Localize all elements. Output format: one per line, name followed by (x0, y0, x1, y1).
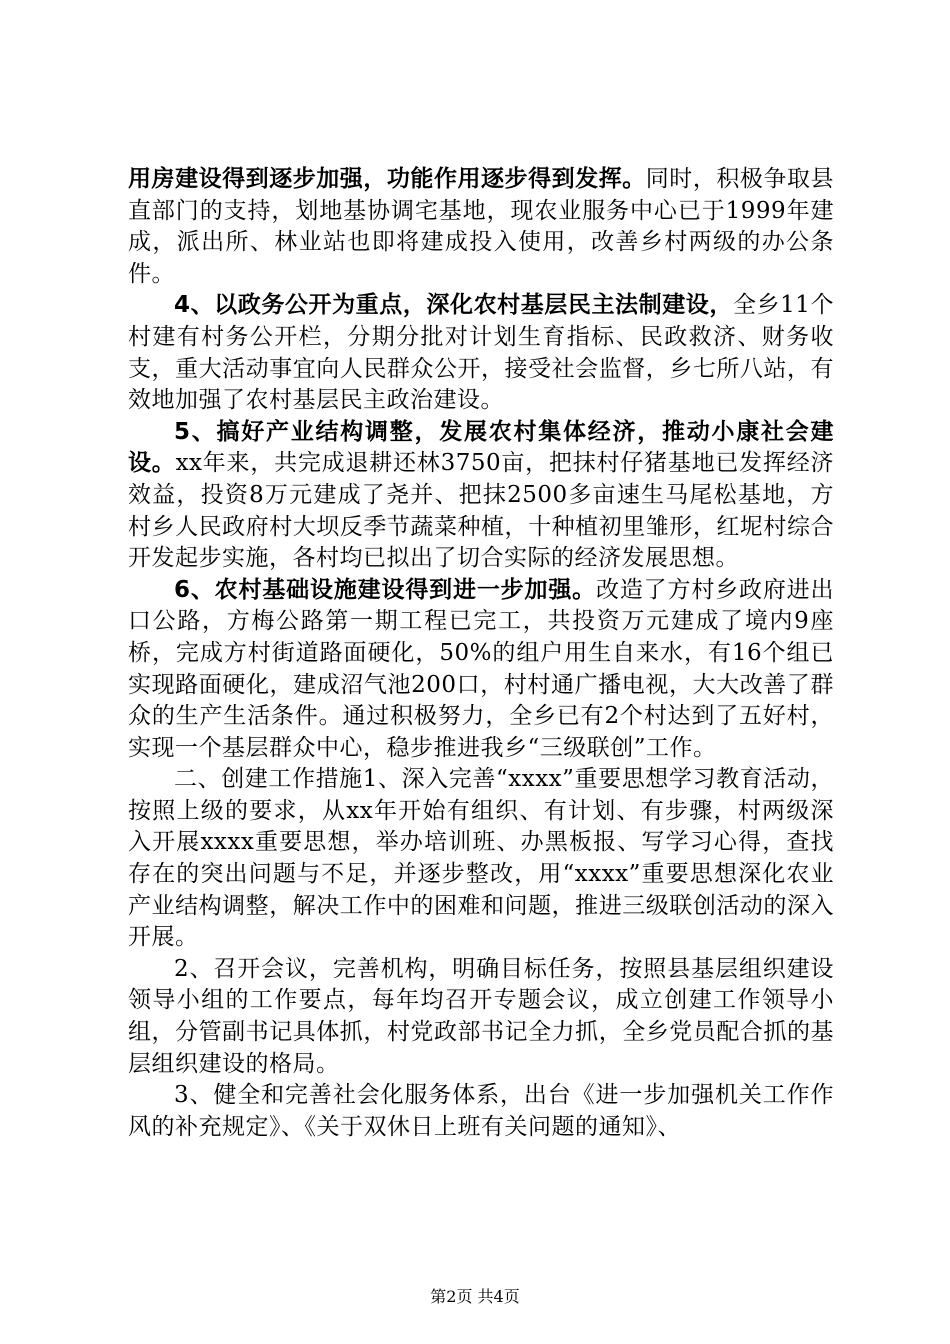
paragraph-1 (128, 164, 834, 290)
paragraph-text: xx年来，共完成退耕还林3750亩，把抹村仔猪基地已发挥经济效益，投资8万元建成了尧并、把抹2500多亩速生马尾松基地，方村乡人民政府村大坝反季节蔬菜种植，十种植初里雏形，红坭村综合开发起步实施，各村均已拟出了切合实际的经济发展思想。 (128, 450, 834, 572)
paragraph-text: 二、创建工作措施1、深入完善“xxxx”重要思想学习教育活动，按照上级的要求，从xx年开始有组织、有计划、有步骤，村两级深入开展xxxx重要思想，举办培训班、办黑板报、写学习心得，查找存在的突出问题与不足，并逐步整改，用“xxxx”重要思想深化农业产业结构调整，解决工作中的困难和问题，推进三级联创活动的深入开展。 (128, 766, 834, 951)
paragraph-6 (128, 954, 834, 1080)
paragraph-text: 2、召开会议，完善机构，明确目标任务，按照县基层组织建设领导小组的工作要点，每年均召开专题会议，成立创建工作领导小组，分管副书记具体抓，村党政部书记全力抓，全乡党员配合抓的基层组织建设的格局。 (128, 955, 834, 1077)
paragraph-lead: 6、农村基础设施建设得到进一步加强。 (174, 576, 596, 603)
paragraph-lead: 5、搞好产业结构调整，发展农村集体经济，推动小康社会建设。 (128, 418, 834, 477)
paragraph-4 (128, 575, 834, 765)
paragraph-3 (128, 417, 834, 575)
paragraph-text: 改造了方村乡政府进出口公路，方梅公路第一期工程已完工，共投资万元建成了境内9座桥，完成方村街道路面硬化，50%的组户用生自来水，有16个组已实现路面硬化，建成沼气池200口，村村通广播电视，大大改善了群众的生产生活条件。通过积极努力，全乡已有2个村达到了五好村，实现一个基层群众中心，稳步推进我乡“三级联创”工作。 (128, 576, 834, 761)
paragraph-lead: 4、以政务公开为重点，深化农村基层民主法制建设， (174, 292, 733, 319)
page-number-footer: 第2页 共4页 (430, 1287, 520, 1306)
paragraph-5 (128, 764, 834, 954)
paragraph-2 (128, 290, 834, 416)
paragraph-text: 同时，积极争取县直部门的支持，划地基协调宅基地，现农业服务中心已于1999年建成，派出所、林业站也即将建成投入使用，改善乡村两级的办公条件。 (128, 166, 835, 287)
paragraph-text: 全乡11个村建有村务公开栏，分期分批对计划生育指标、民政救济、财务收支，重大活动事宜向人民群众公开，接受社会监督，乡七所八站，有效地加强了农村基层民主政治建设。 (128, 292, 834, 414)
paragraph-text: 3、健全和完善社会化服务体系，出台《进一步加强机关工作作风的补充规定》、《关于双休日上班有关问题的通知》、 (128, 1082, 834, 1140)
paragraph-7 (128, 1080, 834, 1143)
document-body (128, 164, 834, 1143)
paragraph-lead: 用房建设得到逐步加强，功能作用逐步得到发挥。 (128, 166, 646, 192)
